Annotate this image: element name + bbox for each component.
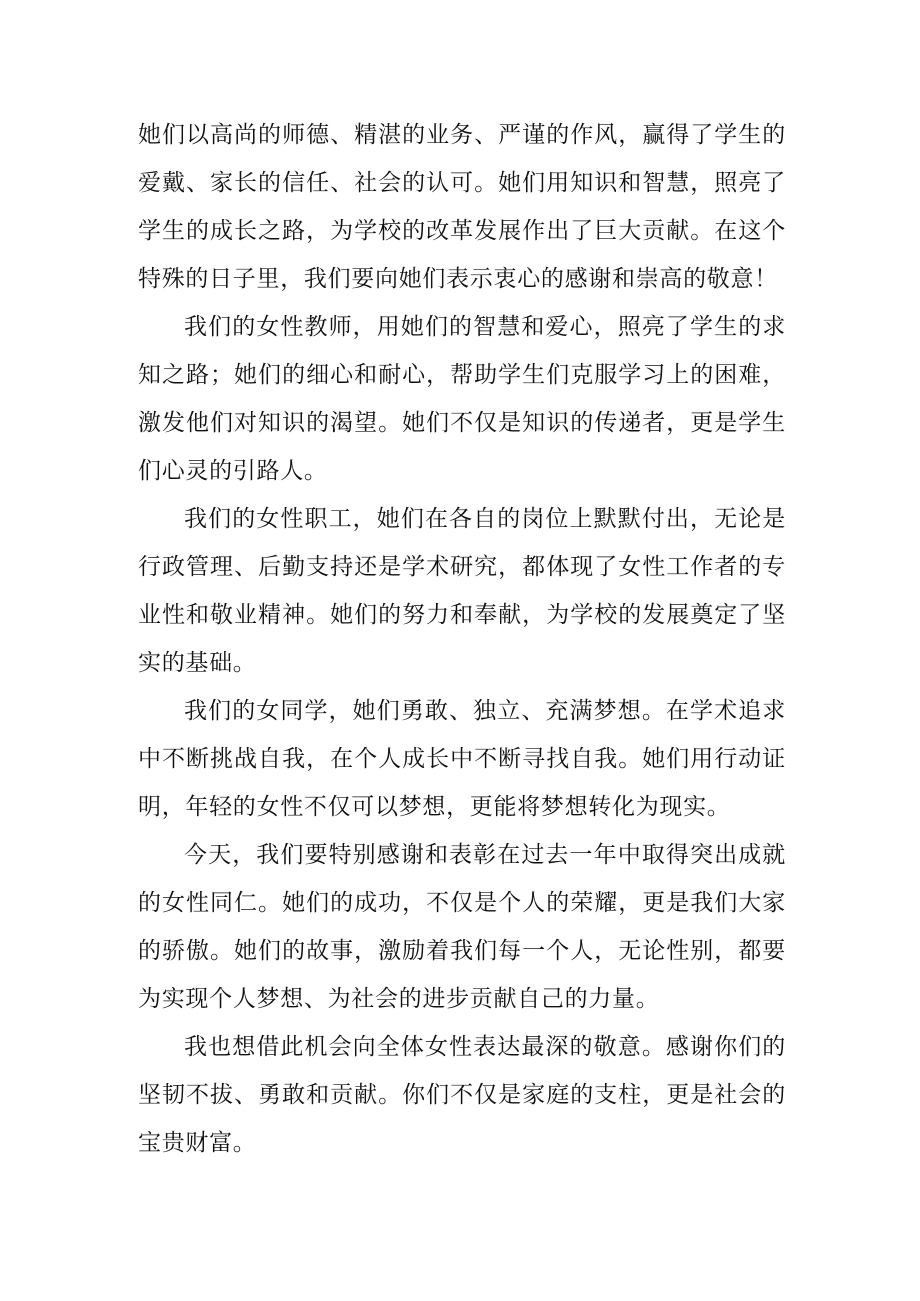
paragraph-3: 我们的女性职工，她们在各自的岗位上默默付出，无论是行政管理、后勤支持还是学术研究，都体现了女性工作者的专业性和敬业精神。她们的努力和奉献，为学校的发展奠定了坚实的基础。 [138,506,786,676]
paragraph-4: 我们的女同学，她们勇敢、独立、充满梦想。在学术追求中不断挑战自我，在个人成长中不断寻找自我。她们用行动证明，年轻的女性不仅可以梦想，更能将梦想转化为现实。 [138,698,786,820]
paragraph-6: 我也想借此机会向全体女性表达最深的敬意。感谢你们的坚韧不拔、勇敢和贡献。你们不仅是家庭的支柱，更是社会的宝贵财富。 [138,1034,786,1156]
paragraph-1: 她们以高尚的师德、精湛的业务、严谨的作风，赢得了学生的爱戴、家长的信任、社会的认可。她们用知识和智慧，照亮了学生的成长之路，为学校的改革发展作出了巨大贡献。在这个特殊的日子里，我们要向她们表示衷心的感谢和崇高的敬意！ [138,122,786,292]
document-body [138,111,786,1167]
paragraph-2: 我们的女性教师，用她们的智慧和爱心，照亮了学生的求知之路；她们的细心和耐心，帮助学生们克服学习上的困难，激发他们对知识的渴望。她们不仅是知识的传递者，更是学生们心灵的引路人。 [138,314,786,484]
paragraph-5: 今天，我们要特别感谢和表彰在过去一年中取得突出成就的女性同仁。她们的成功，不仅是个人的荣耀，更是我们大家的骄傲。她们的故事，激励着我们每一个人，无论性别，都要为实现个人梦想、为社会的进步贡献自己的力量。 [138,842,786,1012]
